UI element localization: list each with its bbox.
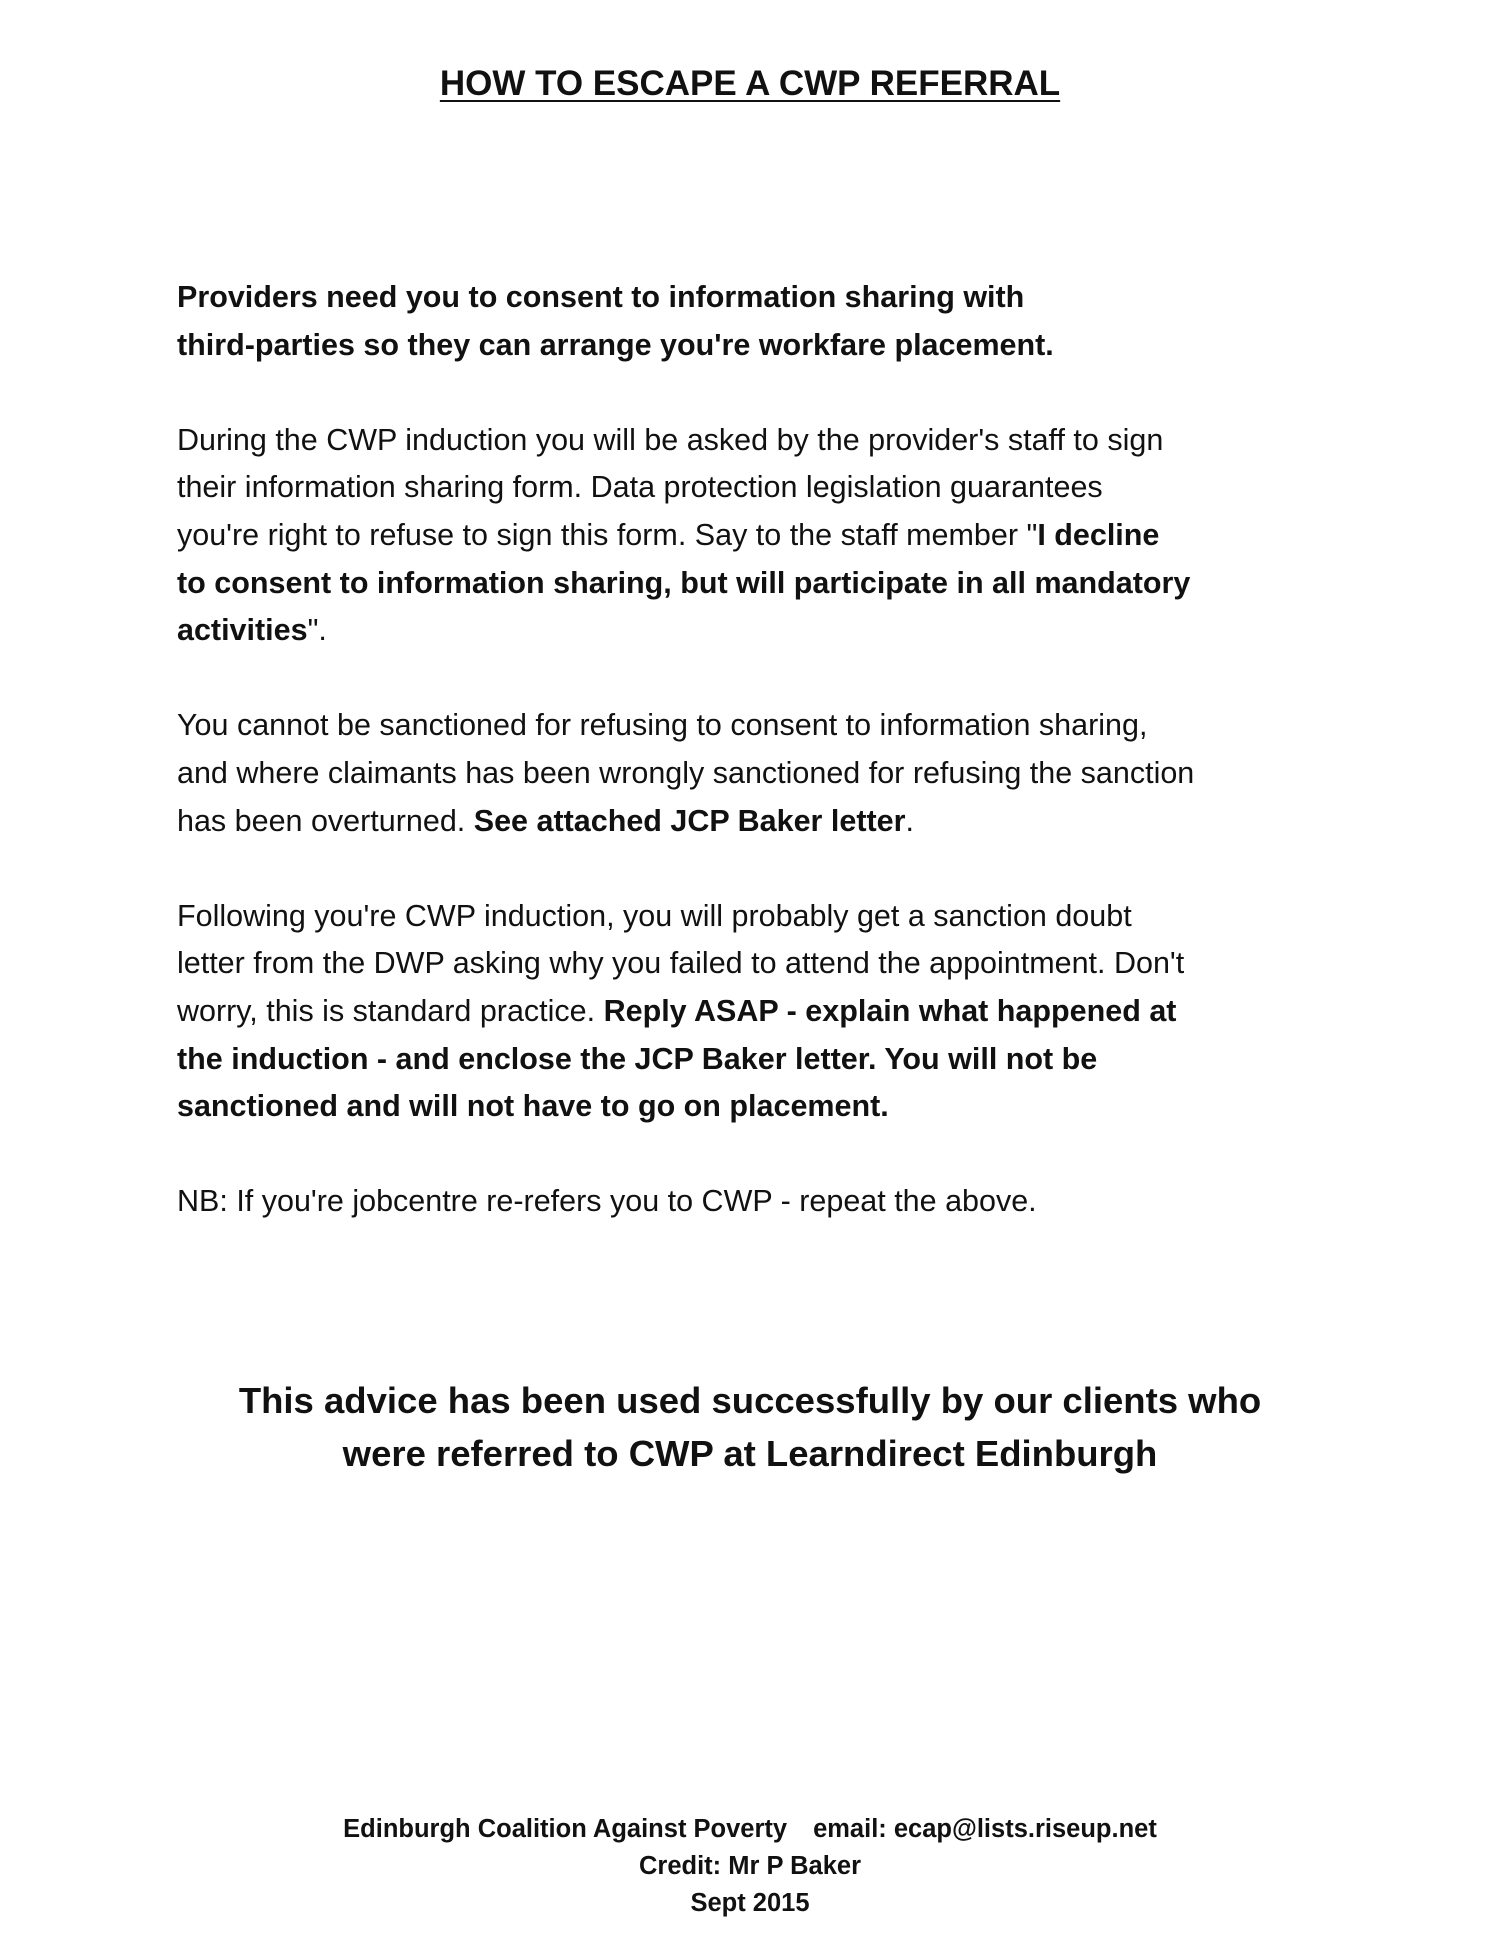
decline-statement-middle: to consent to information sharing, but will participate in all mandatory: [177, 565, 1191, 600]
footer: [0, 1811, 1500, 1922]
document-body: [177, 274, 1357, 1273]
note-text: NB: If you're jobcentre re-refers you to CWP - repeat the above.: [177, 1184, 1037, 1219]
footer-date: Sept 2015: [690, 1889, 810, 1917]
sanction-line-2: and where claimants has been wrongly sanctioned for refusing the sanction: [177, 755, 1195, 790]
footer-organisation: Edinburgh Coalition Against Poverty: [343, 1815, 788, 1843]
closing-line-1: This advice has been used successfully by our clients who: [238, 1380, 1262, 1421]
induction-line-3-text: you're right to refuse to sign this form. Say to the staff member ": [177, 517, 1038, 552]
reply-instruction-middle: the induction - and enclose the JCP Baker letter. You will not be: [177, 1041, 1098, 1076]
intro-paragraph: [177, 274, 1357, 369]
reply-instruction-end: sanctioned and will not have to go on placement.: [177, 1089, 889, 1124]
footer-contact-line: [0, 1811, 1500, 1848]
followup-paragraph: [177, 893, 1357, 1131]
baker-letter-reference: See attached JCP Baker letter: [473, 803, 906, 838]
intro-line-1: Providers need you to consent to information sharing with: [177, 280, 1025, 314]
induction-line-3: [177, 512, 1357, 560]
sanction-line-3-text: has been overturned.: [177, 803, 474, 838]
intro-line-2: third-parties so they can arrange you're workfare placement.: [177, 327, 1054, 362]
induction-line-5-text: ".: [307, 613, 327, 648]
footer-email: email: ecap@lists.riseup.net: [813, 1815, 1157, 1843]
page-title: HOW TO ESCAPE A CWP REFERRAL: [439, 64, 1061, 103]
closing-statement: [0, 1374, 1500, 1480]
induction-paragraph: [177, 417, 1357, 655]
sanction-line-3: [177, 798, 1357, 846]
decline-statement-start: I decline: [1037, 517, 1160, 552]
footer-credit: Credit: Mr P Baker: [638, 1852, 862, 1880]
followup-line-1: Following you're CWP induction, you will probably get a sanction doubt: [177, 898, 1132, 933]
sanction-paragraph: [177, 702, 1357, 845]
note-paragraph: [177, 1178, 1357, 1226]
followup-line-3-text: worry, this is standard practice.: [177, 993, 604, 1028]
closing-line-2: were referred to CWP at Learndirect Edinburgh: [342, 1433, 1158, 1474]
sanction-line-1: You cannot be sanctioned for refusing to consent to information sharing,: [177, 708, 1148, 743]
followup-line-2: letter from the DWP asking why you failed to attend the appointment. Don't: [177, 946, 1185, 981]
induction-line-5: [177, 607, 1357, 655]
decline-statement-end: activities: [177, 613, 308, 648]
followup-line-3: [177, 988, 1357, 1036]
induction-line-1: During the CWP induction you will be asked by the provider's staff to sign: [177, 422, 1164, 457]
induction-line-2: their information sharing form. Data protection legislation guarantees: [177, 470, 1103, 505]
reply-instruction-start: Reply ASAP - explain what happened at: [603, 993, 1177, 1028]
sanction-line-3-end: .: [905, 803, 914, 838]
